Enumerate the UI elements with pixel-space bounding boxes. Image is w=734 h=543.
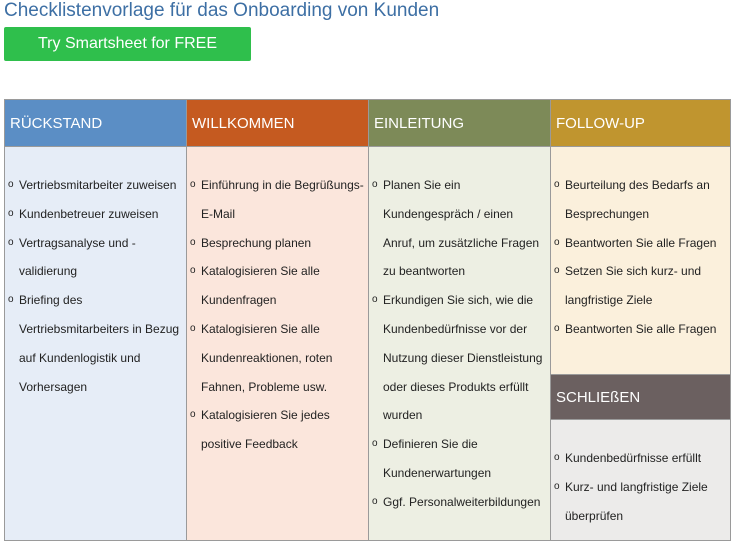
checklist-item-welcome: o Katalogisieren Sie alle Kundenreaktionen, roten Fahnen, Probleme usw. (190, 315, 365, 401)
column-header-intro: EINLEITUNG (369, 100, 550, 147)
checklist-item-followup: o Beantworten Sie alle Fragen (554, 229, 727, 258)
column-header-followup: FOLLOW-UP (551, 100, 730, 147)
checklist-item-backlog: o Vertragsanalyse und -validierung (8, 229, 183, 287)
column-body-followup (551, 147, 730, 374)
column-header-backlog: RÜCKSTAND (5, 100, 186, 147)
checklist-item-backlog: o Briefing des Vertriebsmitarbeiters in Bezug auf Kundenlogistik und Vorhersagen (8, 286, 183, 401)
checklist-item-welcome: o Besprechung planen (190, 229, 365, 258)
column-backlog (5, 100, 186, 540)
checklist-item-followup: o Beurteilung des Bedarfs an Besprechungen (554, 171, 727, 229)
kanban-board (4, 99, 731, 541)
column-header-welcome: WILLKOMMEN (187, 100, 368, 147)
try-smartsheet-button[interactable]: Try Smartsheet for FREE (4, 27, 251, 61)
checklist-item-intro: o Definieren Sie die Kundenerwartungen (372, 430, 547, 488)
column-body-closing (551, 420, 730, 540)
checklist (187, 147, 368, 459)
column-body-welcome (187, 147, 368, 540)
checklist-item-closing: o Kundenbedürfnisse erfüllt (554, 444, 727, 473)
checklist (369, 147, 550, 517)
checklist (551, 420, 730, 530)
checklist-item-welcome: o Katalogisieren Sie jedes positive Feedback (190, 401, 365, 459)
checklist-item-intro: o Planen Sie ein Kundengespräch / einen Anruf, um zusätzliche Fragen zu beantworten (372, 171, 547, 286)
column-intro (368, 100, 550, 540)
column-welcome (186, 100, 368, 540)
checklist-item-intro: o Ggf. Personalweiterbildungen (372, 488, 547, 517)
column-followup (550, 100, 730, 540)
checklist-item-backlog: o Kundenbetreuer zuweisen (8, 200, 183, 229)
checklist (551, 147, 730, 344)
checklist-item-followup: o Setzen Sie sich kurz- und langfristige Ziele (554, 257, 727, 315)
checklist-item-welcome: o Katalogisieren Sie alle Kundenfragen (190, 257, 365, 315)
checklist-item-backlog: o Vertriebsmitarbeiter zuweisen (8, 171, 183, 200)
column-body-intro (369, 147, 550, 540)
column-header-closing: SCHLIEßEN (551, 374, 730, 420)
checklist (5, 147, 186, 401)
column-body-backlog (5, 147, 186, 540)
checklist-item-welcome: o Einführung in die Begrüßungs-E-Mail (190, 171, 365, 229)
page-title: Checklistenvorlage für das Onboarding von Kunden (4, 0, 440, 21)
checklist-item-closing: o Kurz- und langfristige Ziele überprüfen (554, 473, 727, 531)
checklist-item-followup: o Beantworten Sie alle Fragen (554, 315, 727, 344)
checklist-item-intro: o Erkundigen Sie sich, wie die Kundenbedürfnisse vor der Nutzung dieser Dienstleistung oder dieses Produkts erfüllt wurden (372, 286, 547, 430)
